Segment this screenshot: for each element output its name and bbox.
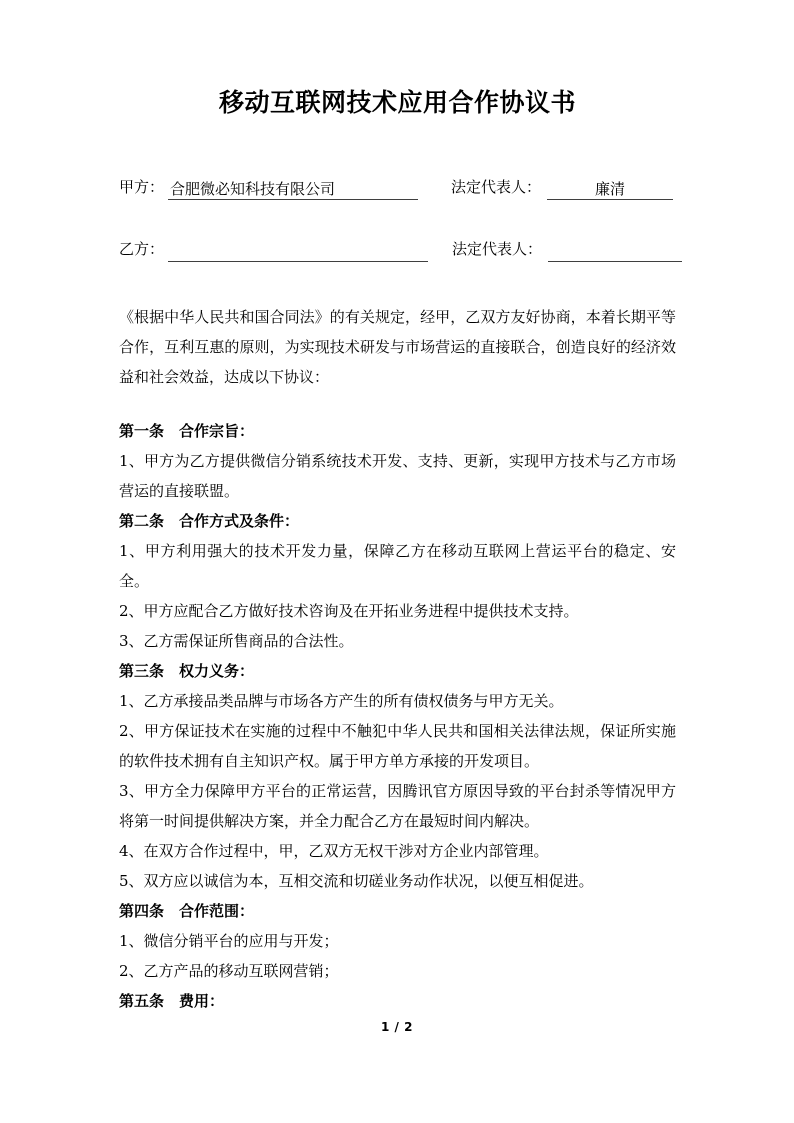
- document-body: [119, 0, 676, 1016]
- clause-item: 5、双方应以诚信为本，互相交流和切磋业务动作状况，以便互相促进。: [119, 872, 594, 890]
- clause-item: 1、甲方为乙方提供微信分销系统技术开发、支持、更新，实现甲方技术与乙方市场营运的直接联盟。: [119, 452, 676, 500]
- party-b-representative-label: 法定代表人：: [452, 240, 543, 258]
- preamble-paragraph: 《根据中华人民共和国合同法》的有关规定，经甲，乙双方友好协商，本着长期平等合作，互利互惠的原则，为实现技术研发与市场营运的直接联合，创造良好的经济效益和社会效益，达成以下协议：: [119, 308, 676, 386]
- clause-item: 4、在双方合作过程中，甲，乙双方无权干涉对方企业内部管理。: [119, 842, 549, 860]
- party-a-representative-label: 法定代表人：: [451, 178, 542, 196]
- party-b-name-field[interactable]: [168, 240, 428, 262]
- clause-item: 3、甲方全力保障甲方平台的正常运营，因腾讯官方原因导致的平台封杀等情况甲方将第一时间提供解决方案，并全力配合乙方在最短时间内解决。: [119, 782, 676, 830]
- clause-heading: 第三条 权力义务：: [119, 662, 255, 680]
- party-b-label: 乙方：: [119, 240, 165, 258]
- party-a-label: 甲方：: [119, 178, 165, 196]
- clause-section: [119, 986, 676, 1016]
- party-b-representative-field[interactable]: [548, 240, 682, 262]
- clause-item: 1、乙方承接品类品牌与市场各方产生的所有债权债务与甲方无关。: [119, 692, 564, 710]
- clause-heading: 第五条 费用：: [119, 992, 225, 1010]
- clause-heading: 第二条 合作方式及条件：: [119, 512, 300, 530]
- clause-section: [119, 506, 676, 656]
- party-a-representative-field[interactable]: 廉清: [547, 178, 673, 200]
- party-a-name-field[interactable]: 合肥微必知科技有限公司: [168, 178, 418, 200]
- clause-item: 1、微信分销平台的应用与开发；: [119, 932, 339, 950]
- party-b-row: [119, 236, 676, 262]
- clause-section: [119, 656, 676, 896]
- party-information-block: [119, 174, 676, 262]
- page-title: 移动互联网技术应用合作协议书: [218, 88, 576, 117]
- party-a-row: [119, 174, 676, 200]
- clause-item: 2、乙方产品的移动互联网营销；: [119, 962, 339, 980]
- clause-item: 2、甲方应配合乙方做好技术咨询及在开拓业务进程中提供技术支持。: [119, 602, 579, 620]
- clause-item: 2、甲方保证技术在实施的过程中不触犯中华人民共和国相关法律法规，保证所实施的软件技术拥有自主知识产权。属于甲方单方承接的开发项目。: [119, 722, 676, 770]
- clause-list: [119, 416, 676, 1016]
- clause-item: 3、乙方需保证所售商品的合法性。: [119, 632, 354, 650]
- page-number-footer: 1 / 2: [381, 1020, 413, 1034]
- clause-heading: 第一条 合作宗旨：: [119, 422, 255, 440]
- clause-heading: 第四条 合作范围：: [119, 902, 255, 920]
- clause-section: [119, 896, 676, 986]
- clause-section: [119, 416, 676, 506]
- clause-item: 1、甲方利用强大的技术开发力量，保障乙方在移动互联网上营运平台的稳定、安全。: [119, 542, 676, 590]
